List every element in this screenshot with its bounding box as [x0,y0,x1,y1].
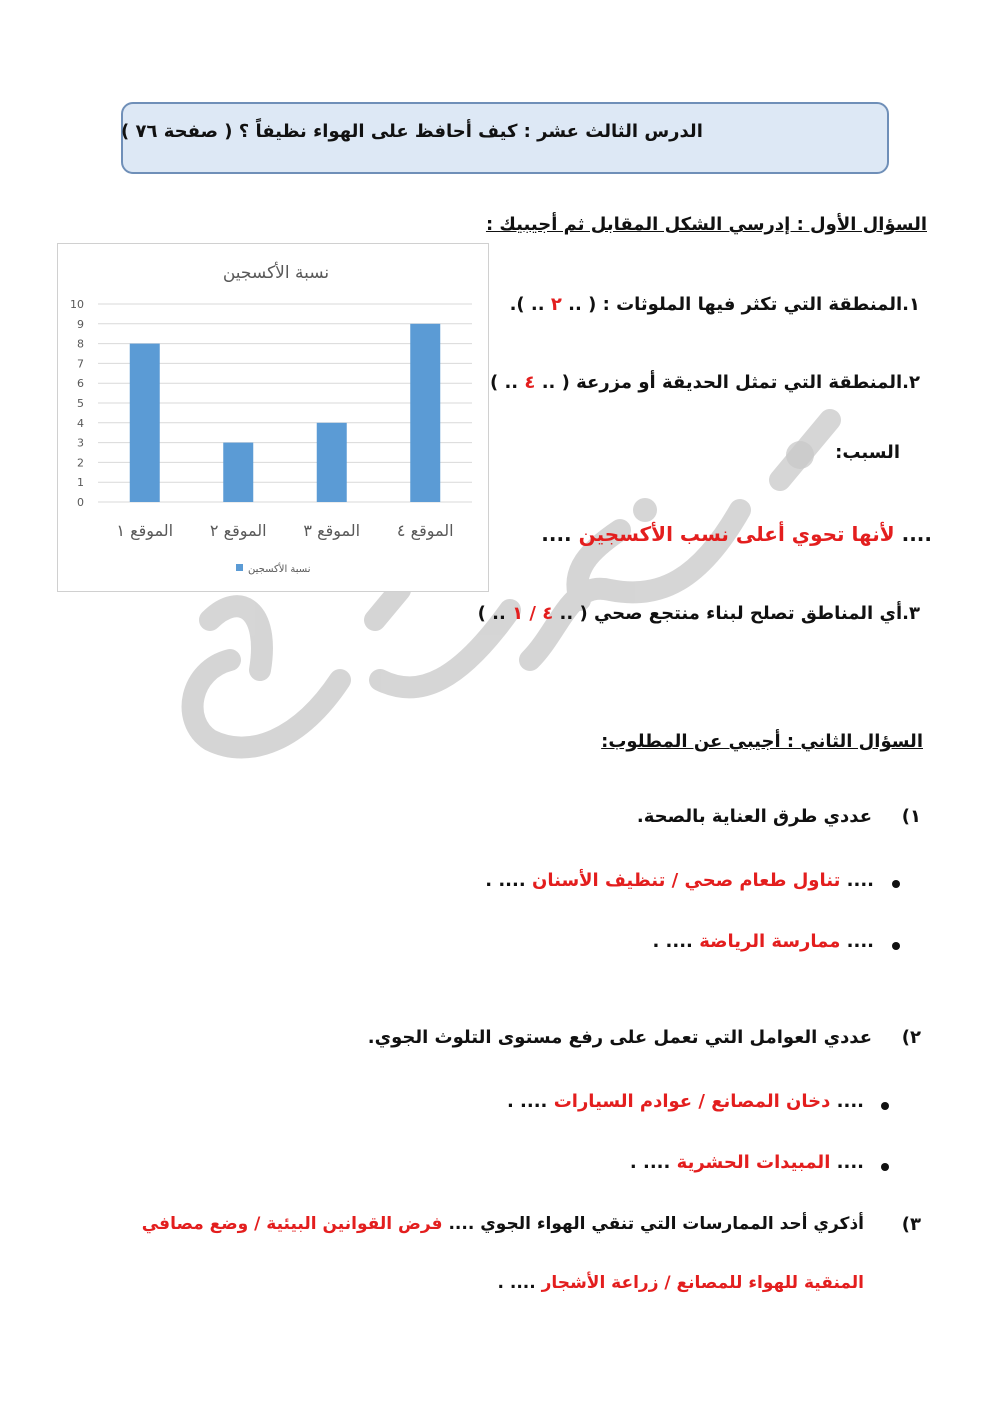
bar [130,344,160,502]
chart-title: نسبة الأكسجين [222,263,330,283]
q2-item1-number: ١) [901,806,921,827]
bullet-icon [892,942,900,950]
q2-item1-bullet1 [485,870,874,891]
x-tick-label: الموقع ٢ [209,521,267,540]
q1-item2-end: .. ) [489,372,519,393]
bullet-answer: المبيدات الحشرية [676,1152,831,1173]
bullet-suffix: .... . [506,1091,548,1112]
bullet-answer: تناول طعام صحي / تنظيف الأسنان [531,870,841,891]
q2-item3-answer2: المنقية للهواء للمصانع / زراعة الأشجار [541,1273,864,1293]
q1-item3 [478,603,920,624]
q2-item3-suffix: .... . [497,1273,536,1293]
y-tick-label: 5 [77,397,84,410]
q1-reason-prefix: .... [901,522,932,546]
q2-item1-bullet2 [652,931,874,952]
q1-item1-text: ١.المنطقة التي تكثر فيها الملوثات : ( .. [568,294,920,315]
q2-item3-text: أذكري أحد الممارسات التي تنقي الهواء الجوي .... [448,1214,864,1234]
bullet-icon [881,1102,889,1110]
q1-reason-suffix: .... [541,522,572,546]
bullet-icon [892,880,900,888]
bar [410,324,440,502]
legend-swatch [236,564,243,571]
y-tick-label: 8 [77,337,84,351]
y-tick-label: 3 [77,436,84,450]
bar [317,423,347,502]
oxygen-chart-frame [57,243,489,592]
q1-item2-text: ٢.المنطقة التي تمثل الحديقة أو مزرعة ( .. [541,372,920,393]
bullet-prefix: .... [836,1091,864,1112]
y-tick-label: 6 [77,377,84,391]
legend-label: نسبة الأكسجين [248,564,311,575]
bullet-prefix: .... [846,870,874,891]
q1-item3-answer: ٤ / ١ [512,603,554,624]
bullet-suffix: .... . [485,870,526,891]
y-tick-label: 0 [77,496,84,509]
bullet-icon [881,1163,889,1171]
q1-item3-text: ٣.أي المناطق تصلح لبناء منتجع صحي ( .. [559,603,920,624]
q1-reason-answer: لأنها تحوي أعلى نسب الأكسجين [578,522,895,546]
q2-item2-bullet2 [630,1152,864,1173]
q2-item2-text: عددي العوامل التي تعمل على رفع مستوى التلوث الجوي. [367,1027,872,1048]
bullet-answer: ممارسة الرياضة [699,931,841,952]
bullet-prefix: .... [846,931,874,952]
oxygen-bar-chart [58,244,488,591]
q1-heading: السؤال الأول : إدرسي الشكل المقابل ثم أجيبيك : [485,214,927,235]
y-tick-label: 2 [77,456,84,470]
q2-item3-line1 [142,1214,864,1234]
bullet-prefix: .... [836,1152,864,1173]
q1-item2-answer: ٤ [524,372,536,393]
y-tick-label: 10 [70,298,84,311]
bullet-suffix: .... . [629,1152,671,1173]
x-tick-label: الموقع ٣ [303,521,361,540]
q1-item1-answer: ٢ [550,294,562,315]
q2-item3-number: ٣) [901,1214,921,1235]
x-tick-label: الموقع ١ [116,521,174,540]
q2-item1-text: عددي طرق العناية بالصحة. [636,806,872,827]
q2-item2-number: ٢) [901,1027,921,1048]
y-tick-label: 7 [77,357,84,371]
q2-item3-answer1: فرض القوانين البيئية / وضع مصافي [141,1214,443,1234]
bullet-answer: دخان المصانع / عوادم السيارات [553,1091,831,1112]
q2-item2-bullet1 [507,1091,864,1112]
bullet-suffix: .... . [652,931,693,952]
x-tick-label: الموقع ٤ [396,521,454,540]
lesson-title: الدرس الثالث عشر : كيف أحافظ على الهواء نظيفاً ؟ ( صفحة ٧٦ ) [121,120,703,142]
y-tick-label: 1 [77,476,84,490]
q2-heading: السؤال الثاني : أجيبي عن المطلوب: [601,731,923,752]
q1-item3-end: .. ) [477,603,506,624]
q1-item1-end: .. ). [509,294,545,315]
q2-item3-line2 [498,1273,865,1293]
y-tick-label: 4 [77,416,84,430]
bar [223,443,253,502]
q1-item1 [510,294,920,315]
y-tick-label: 9 [77,317,84,331]
q1-reason-label: السبب: [835,442,900,463]
q1-reason [541,522,932,546]
q1-item2 [490,372,920,393]
